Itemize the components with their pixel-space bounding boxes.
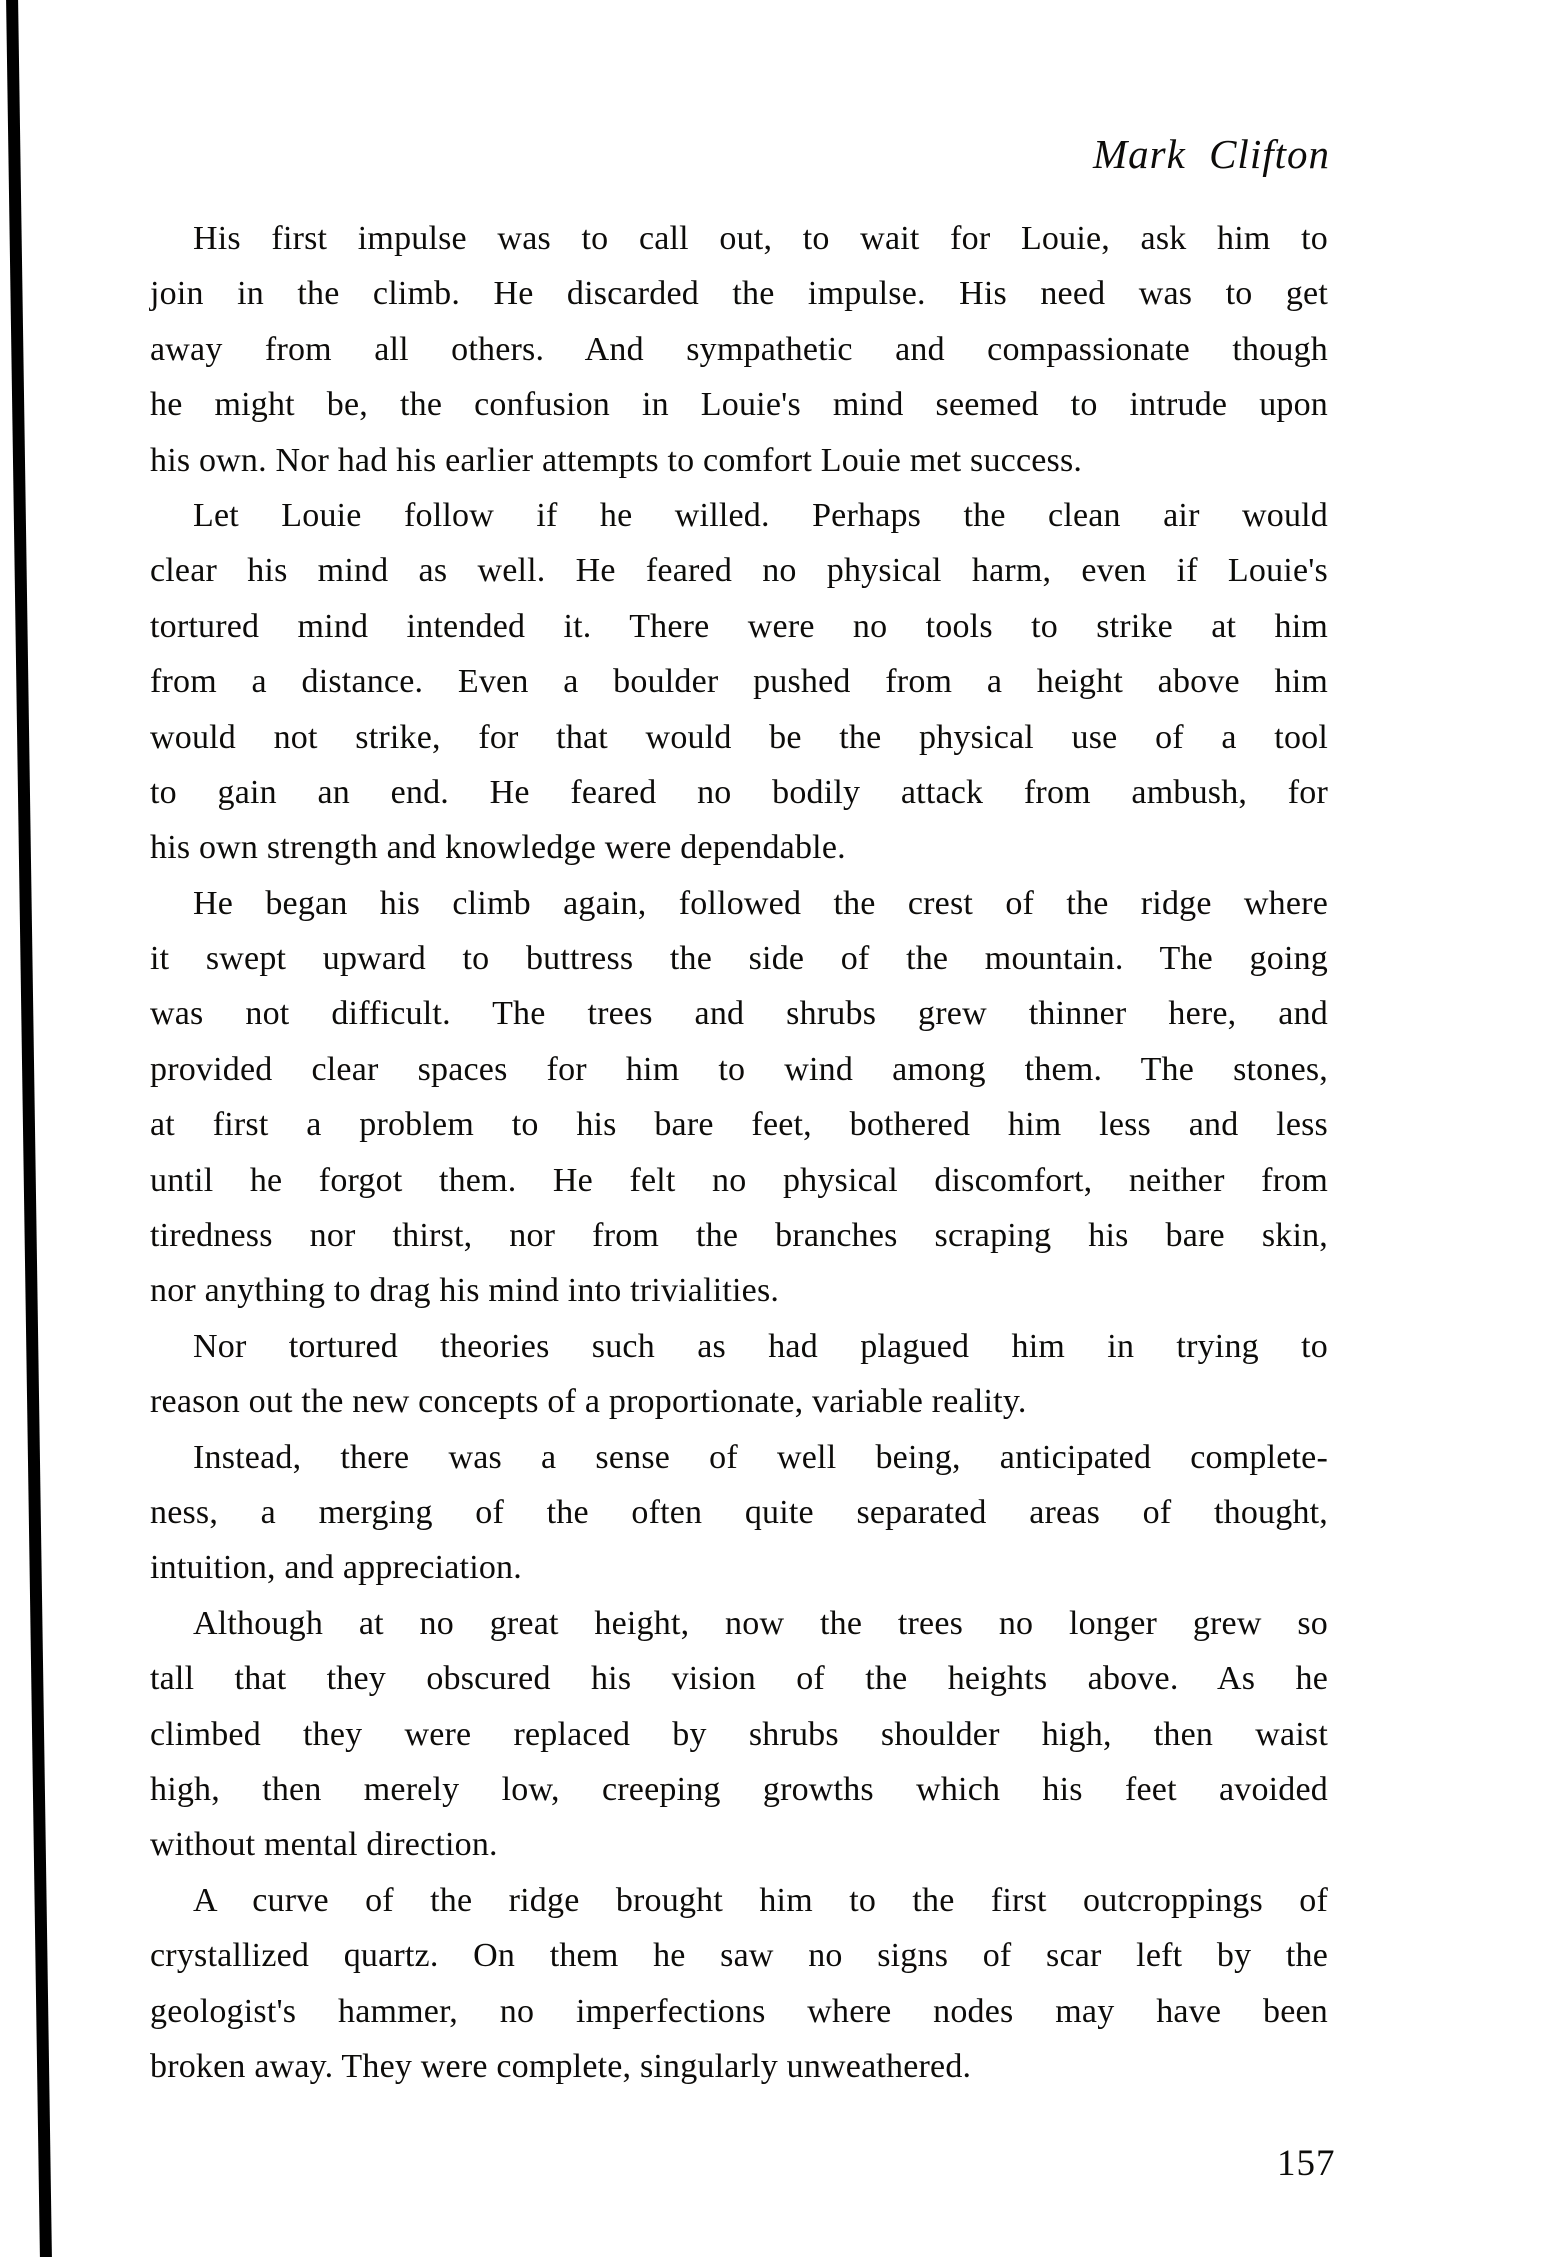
text-line: Nor tortured theories such as had plagued him in trying to bbox=[193, 1327, 1328, 1365]
text-line: from a distance. Even a boulder pushed from a height above him bbox=[150, 663, 1328, 701]
text-line: away from all others. And sympathetic and compassionate though bbox=[150, 330, 1328, 368]
text-line: intuition, and appreciation. bbox=[150, 1549, 522, 1587]
text-line: climbed they were replaced by shrubs shoulder high, then waist bbox=[150, 1715, 1328, 1753]
body-text bbox=[150, 211, 1328, 2094]
text-line: Let Louie follow if he willed. Perhaps the clean air would bbox=[193, 496, 1328, 534]
page-number: 157 bbox=[1277, 2143, 1336, 2184]
text-line: to gain an end. He feared no bodily attack from ambush, for bbox=[150, 773, 1328, 811]
text-line: clear his mind as well. He feared no physical harm, even if Louie's bbox=[150, 552, 1328, 590]
page-gutter-line bbox=[0, 0, 120, 2257]
text-line: broken away. They were complete, singularly unweathered. bbox=[150, 2047, 972, 2085]
text-line: high, then merely low, creeping growths which his feet avoided bbox=[150, 1770, 1328, 1808]
text-line: tortured mind intended it. There were no tools to strike at him bbox=[150, 607, 1328, 645]
text-line: it swept upward to buttress the side of the mountain. The going bbox=[150, 940, 1328, 978]
text-line: without mental direction. bbox=[150, 1826, 498, 1864]
text-line: until he forgot them. He felt no physical discomfort, neither from bbox=[150, 1161, 1328, 1199]
text-line: would not strike, for that would be the physical use of a tool bbox=[150, 718, 1328, 756]
text-line: He began his climb again, followed the crest of the ridge where bbox=[193, 884, 1328, 922]
text-line: tiredness nor thirst, nor from the branches scraping his bare skin, bbox=[150, 1217, 1328, 1255]
text-line: His first impulse was to call out, to wait for Louie, ask him to bbox=[193, 220, 1328, 257]
text-line: provided clear spaces for him to wind among them. The stones, bbox=[150, 1050, 1328, 1088]
text-line: tall that they obscured his vision of the heights above. As he bbox=[150, 1660, 1328, 1698]
running-head-author: Mark Clifton bbox=[1093, 131, 1330, 177]
text-line: reason out the new concepts of a proportionate, variable reality. bbox=[150, 1383, 1027, 1421]
text-line: his own. Nor had his earlier attempts to comfort Louie met success. bbox=[150, 441, 1083, 479]
text-line: crystallized quartz. On them he saw no signs of scar left by the bbox=[150, 1937, 1328, 1975]
text-line: nor anything to drag his mind into trivialities. bbox=[150, 1272, 780, 1310]
text-line: Instead, there was a sense of well being, anticipated complete- bbox=[193, 1438, 1328, 1476]
text-line: A curve of the ridge brought him to the first outcroppings of bbox=[193, 1881, 1328, 1919]
text-line: he might be, the confusion in Louie's mind seemed to intrude upon bbox=[150, 386, 1328, 424]
text-line: geologist's hammer, no imperfections where nodes may have been bbox=[150, 1992, 1328, 2030]
text-line: his own strength and knowledge were dependable. bbox=[150, 829, 846, 867]
text-line: ness, a merging of the often quite separated areas of thought, bbox=[150, 1493, 1328, 1531]
text-line: at first a problem to his bare feet, bothered him less and less bbox=[150, 1106, 1328, 1144]
text-line: was not difficult. The trees and shrubs grew thinner here, and bbox=[150, 995, 1328, 1033]
text-line: Although at no great height, now the trees no longer grew so bbox=[193, 1604, 1328, 1642]
text-line: join in the climb. He discarded the impulse. His need was to get bbox=[150, 275, 1328, 313]
